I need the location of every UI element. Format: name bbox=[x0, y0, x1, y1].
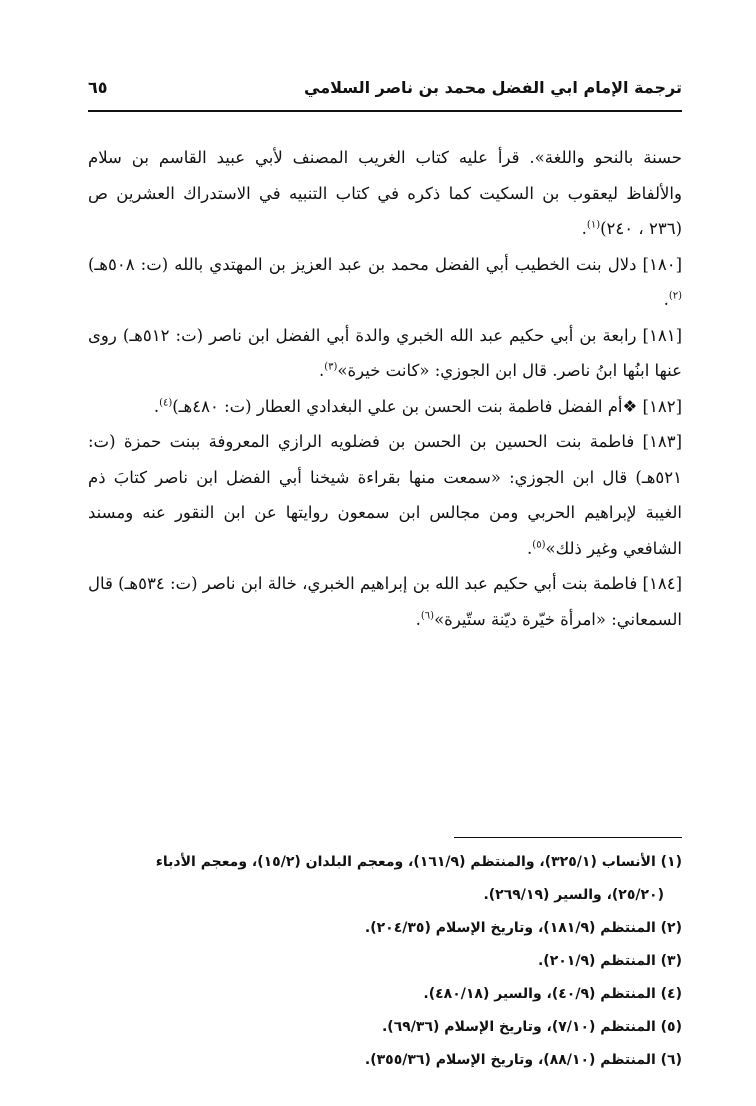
entry-183: [١٨٣] فاطمة بنت الحسين بن الحسن بن فضلويه الرازي المعروفة ببنت حمزة (ت: ٥٢١هـ) قال ابن الجوزي: «سمعت منها بقراءة شيخنا أبي الفضل ابن ناصر كتابَ ذم الغيبة لإبراهيم الحربي ومن مجالس ابن سمعون روايتها عن ابن النقور عنه ومسند الشافعي وغير ذلك»$^{(٥)}$. bbox=[88, 432, 682, 558]
footnotes bbox=[88, 846, 682, 1077]
footnote-ref: (٣) bbox=[324, 361, 338, 373]
footnote-ref: (٥) bbox=[532, 539, 546, 550]
footnote-1-continued: (٢٥/٢٠)، والسير (٢٦٩/١٩). bbox=[483, 887, 664, 903]
footnote-4: (٤) المنتظم (٤٠/٩)، والسير (٤٨٠/١٨). bbox=[423, 986, 682, 1002]
footnote-1: (١) الأنساب (٣٢٥/١)، والمنتظم (١٦١/٩)، ومعجم البلدان (١٥/٢)، ومعجم الأدباء bbox=[155, 854, 682, 870]
entry-180: [١٨٠] دلال بنت الخطيب أبي الفضل محمد بن عبد العزيز بن المهتدي بالله (ت: ٥٠٨هـ)$^{(٢)}$. bbox=[88, 254, 682, 309]
entry-181: [١٨١] رابعة بن أبي حكيم عبد الله الخبري والدة أبي الفضل ابن ناصر (ت: ٥١٢هـ) روى عنها ابنُها ابنُ ناصر. قال ابن الجوزي: «كانت خيرة»$^{(٣)}$. bbox=[88, 325, 682, 380]
header-title: ترجمة الإمام ابي الفضل محمد بن ناصر السلامي bbox=[304, 78, 682, 97]
paragraph: حسنة بالنحو واللغة». قرأ عليه كتاب الغريب المصنف لأبي عبيد القاسم بن سلام والألفاظ ليعقوب بن السكيت كما ذكره في كتاب التنبيه في الاستدراك العشرين ص (٢٣٦ ، ٢٤٠)$^{(١)}$. bbox=[88, 148, 682, 238]
footnote-ref: (١) bbox=[586, 219, 601, 231]
footnote-ref: (٤) bbox=[159, 397, 173, 408]
entry-182: [١٨٢] ❖أم الفضل فاطمة بنت الحسن بن علي البغدادي العطار (ت: ٤٨٠هـ)$^{(٤)}$. bbox=[153, 396, 682, 416]
footnote-5: (٥) المنتظم (٧/١٠)، وتاريخ الإسلام (٦٩/٣٦). bbox=[381, 1019, 682, 1035]
entry-184: [١٨٤] فاطمة بنت أبي حكيم عبد الله بن إبراهيم الخبري، خالة ابن ناصر (ت: ٥٣٤هـ) قال السمعاني: «امرأة خيّرة ديّنة ستّيرة»$^{(٦)}$. bbox=[88, 574, 682, 629]
footnote-2: (٢) المنتظم (١٨١/٩)، وتاريخ الإسلام (٢٠٤/٣٥). bbox=[364, 920, 682, 936]
footnote-rule bbox=[454, 837, 682, 838]
footnote-ref: (٢) bbox=[668, 290, 682, 302]
header-rule bbox=[88, 110, 682, 112]
footnote-6: (٦) المنتظم (٨٨/١٠)، وتاريخ الإسلام (٣٥٥/٣٦). bbox=[364, 1052, 682, 1068]
running-header bbox=[88, 74, 682, 104]
footnote-ref: (٦) bbox=[420, 610, 435, 621]
page-number: ٦٥ bbox=[88, 78, 108, 97]
footnote-3: (٣) المنتظم (٢٠١/٩). bbox=[537, 953, 682, 969]
main-text bbox=[88, 140, 682, 637]
